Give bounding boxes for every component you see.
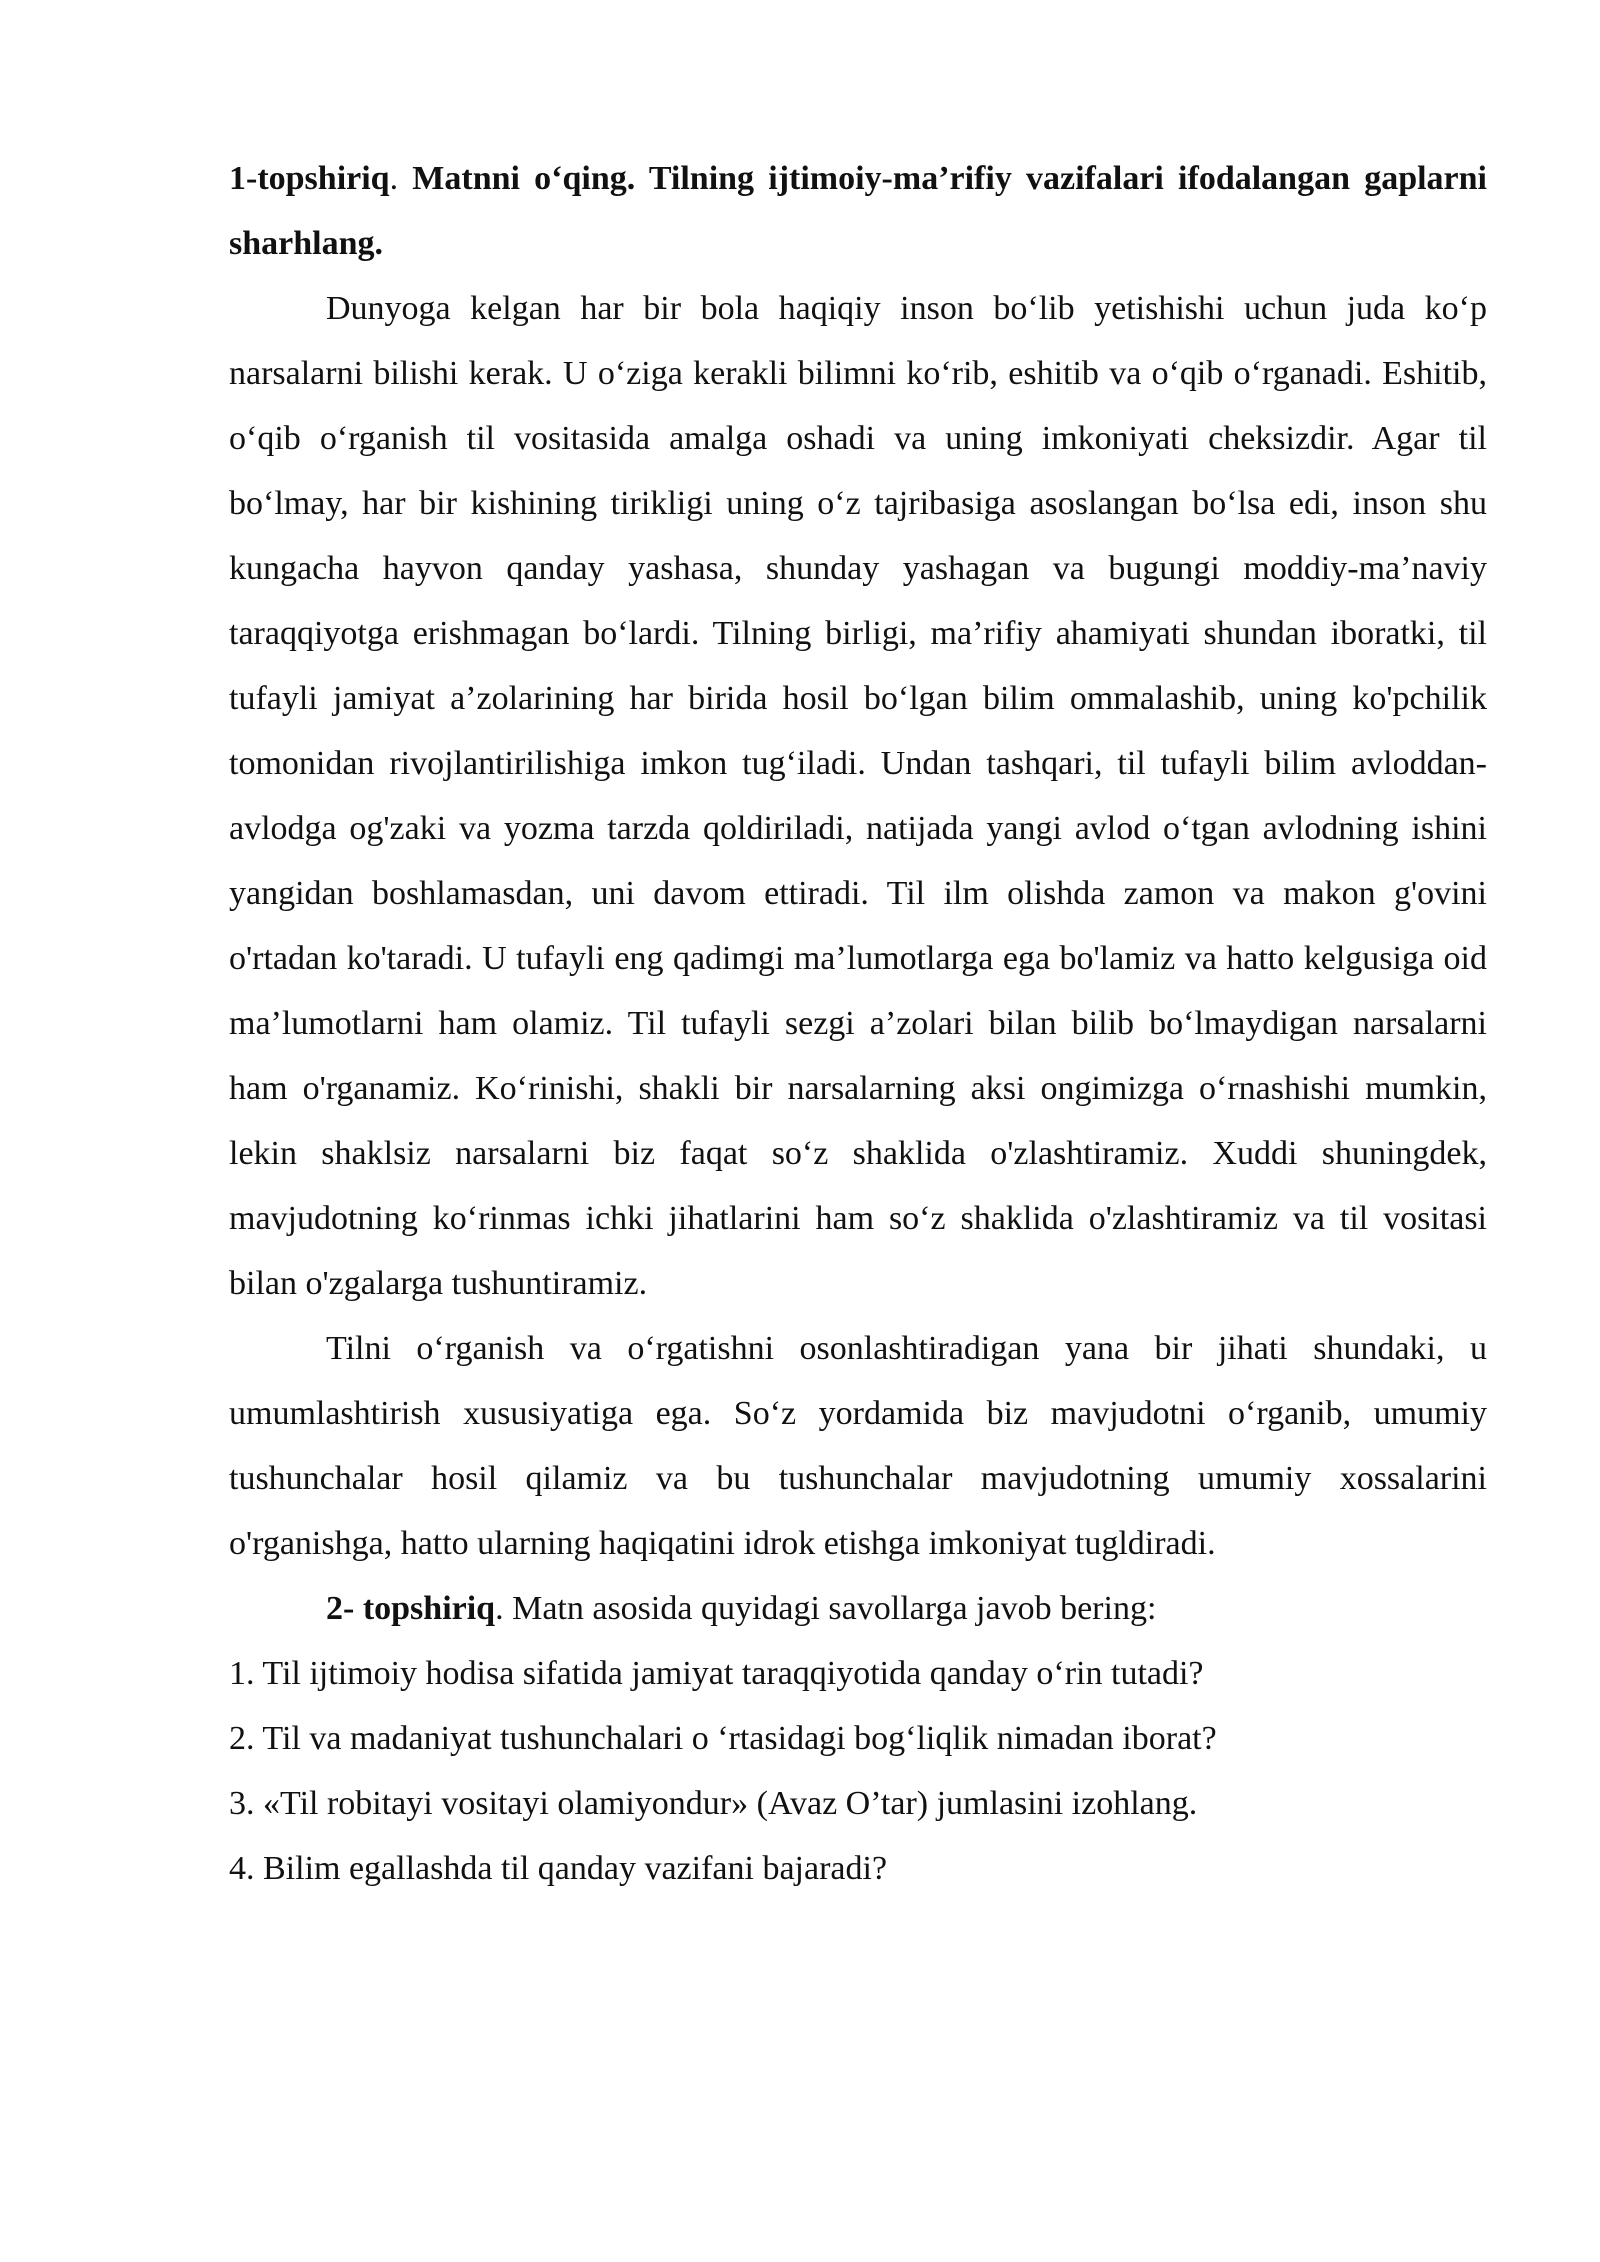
task-2-text: . Matn asosida quyidagi savollarga javob bering: [495, 1590, 1157, 1627]
paragraph-1: Dunyoga kelgan har bir bola haqiqiy inson bo‘lib yetishishi uchun juda ko‘p narsalarni bilishi kerak. U o‘ziga kerakli bilimni ko‘rib, eshitib va o‘qib o‘rganadi. Eshitib, o‘qib o‘rganish til vositasida amalga oshadi va uning imkoniyati cheksizdir. Agar til bo‘lmay, har bir kishining tirikligi uning o‘z tajribasiga asoslangan bo‘lsa edi, inson shu kungacha hayvon qanday yashasa, shunday yashagan va bugungi moddiy-ma’naviy taraqqiyotga erishmagan bo‘lardi. Tilning birligi, ma’rifiy ahamiyati shundan iboratki, til tufayli jamiyat a’zolarining har birida hosil bo‘lgan bilim ommalashib, uning ko'pchilik tomonidan rivojlantirilishiga imkon tug‘iladi. Undan tashqari, til tufayli bilim avloddan-avlodga og'zaki va yozma tarzda qoldiriladi, natijada yangi avlod o‘tgan avlodning ishini yangidan boshlamasdan, uni davom ettiradi. Til ilm olishda zamon va makon g'ovini o'rtadan ko'taradi. U tufayli eng qadimgi ma’lumotlarga ega bo'lamiz va hatto kelgusiga oid ma’lumotlarni ham olamiz. Til tufayli sezgi a’zolari bilan bilib bo‘lmaydigan narsalarni ham o'rganamiz. Ko‘rinishi, shakli bir narsalarning aksi ongimizga o‘rnashishi mumkin, lekin shaklsiz narsalarni biz faqat so‘z shaklida o'zlashtiramiz. Xuddi shuningdek, mavjudotning ko‘rinmas ichki jihatlarini ham so‘z shaklida o'zlashtiramiz va til vositasi bilan o'zgalarga tushuntiramiz. [229, 290, 1487, 1302]
question-4: 4. Bilim egallashda til qanday vazifani bajaradi? [229, 1850, 888, 1887]
question-1: 1. Til ijtimoiy hodisa sifatida jamiyat taraqqiyotida qanday o‘rin tutadi? [229, 1655, 1204, 1692]
task-1-separator: . [389, 160, 413, 197]
question-3: 3. «Til robitayi vositayi olamiyondur» (Avaz O’tar) jumlasini izohlang. [229, 1785, 1198, 1822]
task-1-number: 1-topshiriq [229, 160, 390, 197]
task-1-heading [229, 146, 1487, 276]
task-1-title: Matnni o‘qing. Tilning ijtimoiy-ma’rifiy vazifalari ifodalangan gaplarni sharhlang. [229, 160, 1487, 262]
task-2-heading [229, 1576, 1487, 1641]
question-2: 2. Til va madaniyat tushunchalari o ‘rtasidagi bog‘liqlik nimadan iborat? [229, 1720, 1217, 1757]
paragraph-2: Tilni o‘rganish va o‘rgatishni osonlashtiradigan yana bir jihati shundaki, u umumlashtirish xususiyatiga ega. So‘z yordamida biz mavjudotni o‘rganib, umumiy tushunchalar hosil qilamiz va bu tushunchalar mavjudotning umumiy xossalarini o'rganishga, hatto ularning haqiqatini idrok etishga imkoniyat tugldiradi. [229, 1330, 1487, 1562]
task-2-number: 2- topshiriq [326, 1590, 496, 1627]
document-page [229, 146, 1487, 1901]
